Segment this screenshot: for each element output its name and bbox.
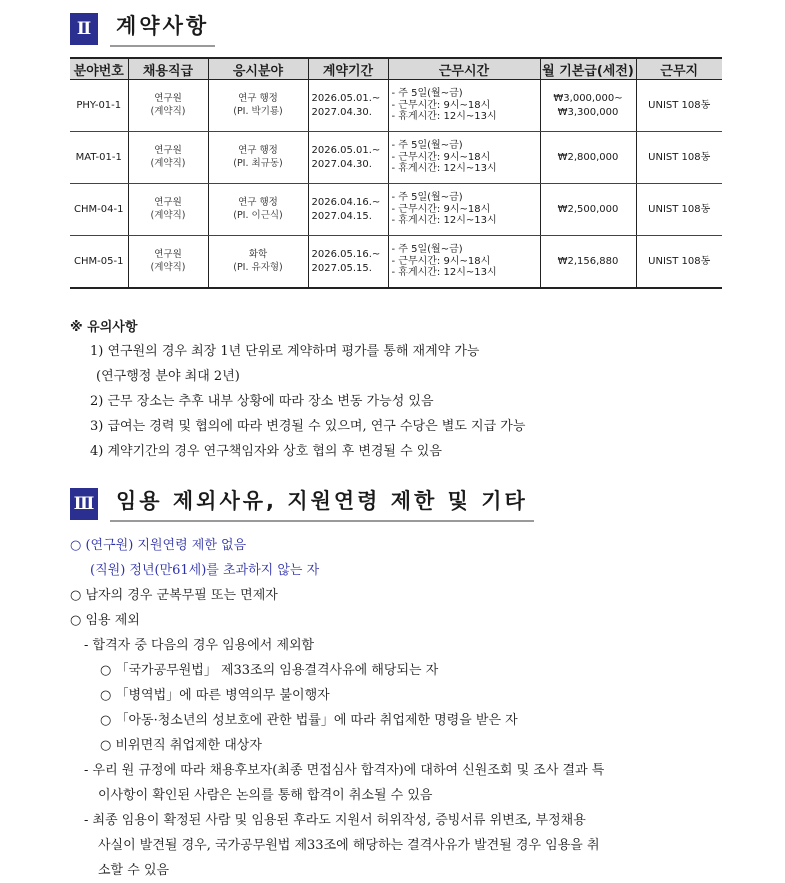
rank-label: 연구원 bbox=[154, 92, 182, 104]
rank-label: 연구원 bbox=[154, 248, 182, 260]
rank-sub: (계약직) bbox=[150, 261, 186, 273]
exclusion-item: ○ 비위면직 취업제한 대상자 bbox=[100, 738, 262, 753]
header-code: 분야번호 bbox=[70, 58, 128, 80]
row-place: UNIST 108동 bbox=[636, 132, 722, 184]
exclusion-line: 사실이 발견될 경우, 국가공무원법 제33조에 해당하는 결격사유가 발견될 경우 임용을 취 bbox=[98, 838, 600, 853]
section-3-title: 임용 제외사유, 지원연령 제한 및 기타 bbox=[110, 485, 534, 522]
hours-line: - 주 5일(월~금) bbox=[391, 192, 463, 204]
table-header-row bbox=[70, 58, 722, 80]
hours-line: - 휴게시간: 12시~13시 bbox=[391, 267, 497, 279]
note-item: 4) 계약기간의 경우 연구책임자와 상호 협의 후 변경될 수 있음 bbox=[90, 444, 442, 459]
header-field: 응시분야 bbox=[208, 58, 308, 80]
row-rank bbox=[128, 236, 208, 289]
row-salary bbox=[540, 132, 636, 184]
period-start: 2026.04.16.~ bbox=[311, 197, 381, 208]
row-period bbox=[308, 184, 388, 236]
period-end: 2027.05.15. bbox=[311, 262, 372, 274]
row-field bbox=[208, 184, 308, 236]
note-item: 3) 급여는 경력 및 협의에 따라 변경될 수 있으며, 연구 수당은 별도 지급 가능 bbox=[90, 419, 526, 434]
row-hours bbox=[388, 236, 540, 289]
field-label: 연구 행정 bbox=[238, 144, 278, 156]
section-3-header bbox=[70, 485, 534, 522]
hours-line: - 주 5일(월~금) bbox=[391, 244, 463, 256]
rank-sub: (계약직) bbox=[150, 209, 186, 221]
notes-section bbox=[70, 316, 525, 464]
row-code: PHY-01-1 bbox=[70, 80, 128, 132]
field-label: 연구 행정 bbox=[238, 196, 278, 208]
rank-sub: (계약직) bbox=[150, 157, 186, 169]
age-limit-line: ○ (연구원) 지원연령 제한 없음 bbox=[70, 538, 247, 553]
table-row bbox=[70, 132, 722, 184]
exclusion-line: - 합격자 중 다음의 경우 임용에서 제외함 bbox=[84, 638, 315, 653]
salary-line: ₩2,800,000 bbox=[557, 151, 619, 163]
exclusion-item: ○ 「병역법」에 따른 병역의무 불이행자 bbox=[100, 688, 330, 703]
section-3-body bbox=[70, 533, 730, 883]
salary-line: ₩3,300,000 bbox=[557, 106, 619, 118]
row-period bbox=[308, 236, 388, 289]
period-start: 2026.05.01.~ bbox=[311, 145, 381, 156]
row-field bbox=[208, 236, 308, 289]
hours-line: - 휴게시간: 12시~13시 bbox=[391, 111, 497, 123]
header-period: 계약기간 bbox=[308, 58, 388, 80]
section-2-numeral: Ⅱ bbox=[70, 13, 98, 45]
row-hours bbox=[388, 80, 540, 132]
row-field bbox=[208, 132, 308, 184]
field-sub: (PI. 유자형) bbox=[233, 261, 283, 273]
field-label: 화학 bbox=[248, 248, 268, 260]
row-salary bbox=[540, 80, 636, 132]
age-limit-line: (직원) 정년(만61세)를 초과하지 않는 자 bbox=[90, 563, 320, 578]
header-rank: 채용직급 bbox=[128, 58, 208, 80]
table-row bbox=[70, 80, 722, 132]
salary-line: ₩2,500,000 bbox=[557, 203, 619, 215]
row-place: UNIST 108동 bbox=[636, 184, 722, 236]
period-start: 2026.05.01.~ bbox=[311, 93, 381, 104]
exclusion-line: - 우리 원 규정에 따라 채용후보자(최종 면접심사 합격자)에 대하여 신원조회 및 조사 결과 특 bbox=[84, 763, 605, 778]
table-row bbox=[70, 236, 722, 289]
exclusion-line: - 최종 임용이 확정된 사람 및 임용된 후라도 지원서 허위작성, 증빙서류 위변조, 부정채용 bbox=[84, 813, 586, 828]
hours-line: - 휴게시간: 12시~13시 bbox=[391, 215, 497, 227]
row-hours bbox=[388, 132, 540, 184]
row-field bbox=[208, 80, 308, 132]
table-row bbox=[70, 184, 722, 236]
note-item: 2) 근무 장소는 추후 내부 상황에 따라 장소 변동 가능성 있음 bbox=[90, 394, 434, 409]
row-code: CHM-04-1 bbox=[70, 184, 128, 236]
note-item: 1) 연구원의 경우 최장 1년 단위로 계약하며 평가를 통해 재계약 가능 bbox=[90, 344, 480, 359]
hours-line: - 주 5일(월~금) bbox=[391, 88, 463, 100]
hours-line: - 주 5일(월~금) bbox=[391, 140, 463, 152]
period-start: 2026.05.16.~ bbox=[311, 249, 381, 260]
row-rank bbox=[128, 132, 208, 184]
hours-line: - 근무시간: 9시~18시 bbox=[391, 203, 491, 215]
header-place: 근무지 bbox=[636, 58, 722, 80]
header-salary: 월 기본급(세전) bbox=[540, 58, 636, 80]
period-end: 2027.04.30. bbox=[311, 106, 372, 118]
field-sub: (PI. 박기룡) bbox=[233, 105, 283, 117]
exclusion-line: 소할 수 있음 bbox=[98, 863, 170, 878]
hours-line: - 근무시간: 9시~18시 bbox=[391, 255, 491, 267]
field-sub: (PI. 최규동) bbox=[233, 157, 283, 169]
rank-sub: (계약직) bbox=[150, 105, 186, 117]
row-rank bbox=[128, 184, 208, 236]
row-place: UNIST 108동 bbox=[636, 236, 722, 289]
period-end: 2027.04.15. bbox=[311, 210, 372, 222]
row-code: CHM-05-1 bbox=[70, 236, 128, 289]
hours-line: - 근무시간: 9시~18시 bbox=[391, 151, 491, 163]
section-2-title: 계약사항 bbox=[110, 10, 215, 47]
salary-line: ₩3,000,000~ bbox=[553, 93, 623, 104]
hours-line: - 휴게시간: 12시~13시 bbox=[391, 163, 497, 175]
row-period bbox=[308, 132, 388, 184]
row-rank bbox=[128, 80, 208, 132]
exclusion-heading: ○ 임용 제외 bbox=[70, 613, 140, 628]
exclusion-item: ○ 「국가공무원법」 제33조의 임용결격사유에 해당되는 자 bbox=[100, 663, 439, 678]
field-label: 연구 행정 bbox=[238, 92, 278, 104]
contract-table bbox=[70, 57, 722, 289]
row-salary bbox=[540, 236, 636, 289]
notes-title: ※ 유의사항 bbox=[70, 320, 138, 335]
hours-line: - 근무시간: 9시~18시 bbox=[391, 99, 491, 111]
salary-line: ₩2,156,880 bbox=[557, 255, 619, 267]
header-hours: 근무시간 bbox=[388, 58, 540, 80]
row-place: UNIST 108동 bbox=[636, 80, 722, 132]
row-salary bbox=[540, 184, 636, 236]
exclusion-item: ○ 「아동·청소년의 성보호에 관한 법률」에 따라 취업제한 명령을 받은 자 bbox=[100, 713, 518, 728]
exclusion-line: 이사항이 확인된 사람은 논의를 통해 합격이 취소될 수 있음 bbox=[98, 788, 433, 803]
section-3-numeral: Ⅲ bbox=[70, 488, 98, 520]
field-sub: (PI. 이근식) bbox=[233, 209, 283, 221]
rank-label: 연구원 bbox=[154, 196, 182, 208]
row-code: MAT-01-1 bbox=[70, 132, 128, 184]
row-period bbox=[308, 80, 388, 132]
row-hours bbox=[388, 184, 540, 236]
period-end: 2027.04.30. bbox=[311, 158, 372, 170]
section-2-header bbox=[70, 10, 215, 47]
rank-label: 연구원 bbox=[154, 144, 182, 156]
note-item: (연구행정 분야 최대 2년) bbox=[96, 369, 240, 384]
military-line: ○ 남자의 경우 군복무필 또는 면제자 bbox=[70, 588, 278, 603]
